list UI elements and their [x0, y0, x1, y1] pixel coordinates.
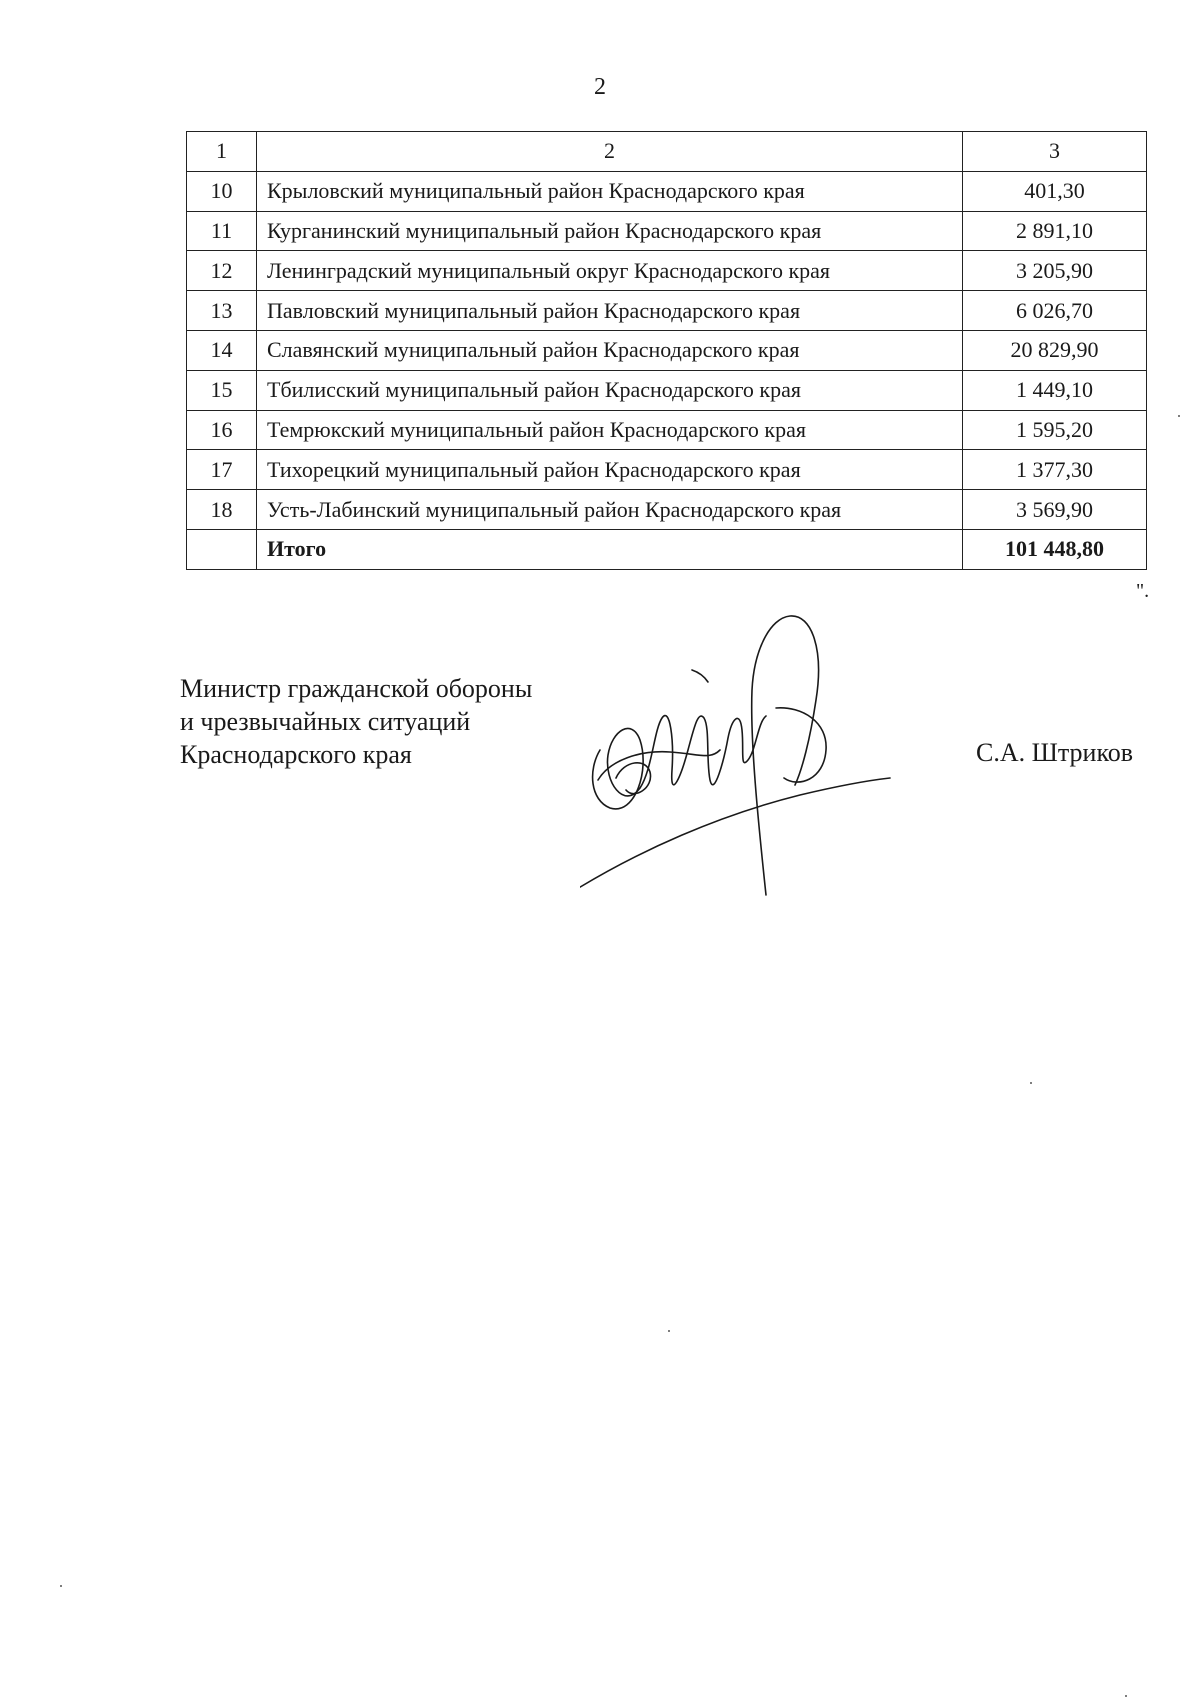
- row-amount: 1 449,10: [963, 370, 1147, 410]
- header-cell-value: 3: [963, 132, 1147, 172]
- signer-name: С.А. Штриков: [976, 738, 1134, 767]
- row-district-name: Курганинский муниципальный район Краснодарского края: [257, 211, 963, 251]
- row-district-name: Тихорецкий муниципальный район Краснодарского края: [257, 450, 963, 490]
- row-number: 16: [187, 410, 257, 450]
- table-row: [187, 211, 1147, 251]
- table-total-row: [187, 529, 1147, 569]
- row-district-name: Славянский муниципальный район Краснодарского края: [257, 330, 963, 370]
- signature-tick-stroke: [692, 670, 708, 682]
- page-number: 2: [594, 74, 606, 100]
- signer-title: [180, 672, 532, 771]
- row-amount: 6 026,70: [963, 291, 1147, 331]
- row-district-name: Крыловский муниципальный район Краснодарского края: [257, 171, 963, 211]
- scan-speck: [1178, 415, 1180, 417]
- row-number: 11: [187, 211, 257, 251]
- row-district-name: Ленинградский муниципальный округ Краснодарского края: [257, 251, 963, 291]
- table-row: [187, 330, 1147, 370]
- table-row: [187, 171, 1147, 211]
- table-row: [187, 410, 1147, 450]
- row-number: 15: [187, 370, 257, 410]
- row-amount: 3 205,90: [963, 251, 1147, 291]
- closing-quote-mark: ".: [1136, 580, 1150, 602]
- signer-title-line: Краснодарского края: [180, 740, 412, 769]
- row-number: 12: [187, 251, 257, 291]
- row-number: 18: [187, 490, 257, 530]
- table-row: [187, 251, 1147, 291]
- scan-speck: [668, 1330, 670, 1332]
- header-cell-name: 2: [257, 132, 963, 172]
- row-number: 14: [187, 330, 257, 370]
- row-district-name: Темрюкский муниципальный район Краснодарского края: [257, 410, 963, 450]
- row-district-name: Павловский муниципальный район Краснодарского края: [257, 291, 963, 331]
- row-amount: 401,30: [963, 171, 1147, 211]
- handwritten-signature: [580, 610, 910, 900]
- total-amount: 101 448,80: [963, 529, 1147, 569]
- total-label: Итого: [257, 529, 963, 569]
- row-district-name: Тбилисский муниципальный район Краснодарского края: [257, 370, 963, 410]
- scan-speck: [60, 1585, 62, 1587]
- table-header-row: [187, 132, 1147, 172]
- row-amount: 3 569,90: [963, 490, 1147, 530]
- row-number: 13: [187, 291, 257, 331]
- header-cell-number: 1: [187, 132, 257, 172]
- allocation-table: [186, 131, 1147, 570]
- row-amount: 20 829,90: [963, 330, 1147, 370]
- row-number: 10: [187, 171, 257, 211]
- total-number: [187, 529, 257, 569]
- scan-speck: [1030, 1082, 1032, 1084]
- table-row: [187, 370, 1147, 410]
- row-district-name: Усть-Лабинский муниципальный район Краснодарского края: [257, 490, 963, 530]
- signature-lower-loops-stroke: [598, 750, 720, 780]
- row-amount: 2 891,10: [963, 211, 1147, 251]
- signature-tall-loop-stroke: [752, 616, 819, 895]
- table-row: [187, 490, 1147, 530]
- table-row: [187, 291, 1147, 331]
- table-row: [187, 450, 1147, 490]
- signer-title-line: Министр гражданской обороны: [180, 674, 533, 703]
- row-number: 17: [187, 450, 257, 490]
- row-amount: 1 377,30: [963, 450, 1147, 490]
- row-amount: 1 595,20: [963, 410, 1147, 450]
- signer-title-line: и чрезвычайных ситуаций: [180, 707, 471, 736]
